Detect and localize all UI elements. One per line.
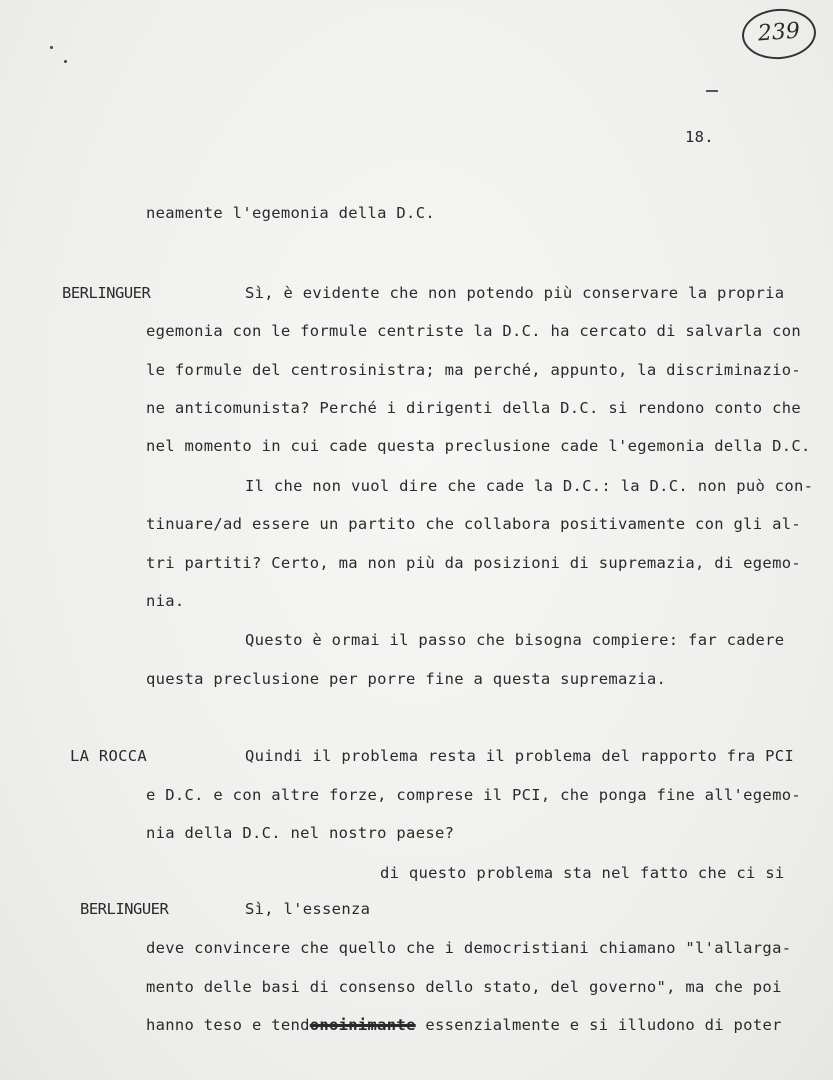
struck-out-text: onoinimante (309, 1016, 416, 1034)
ink-speck (64, 60, 67, 63)
ink-speck (50, 46, 53, 49)
page-number: 18. (685, 128, 714, 146)
text-line: mento delle basi di consenso dello stato, del governo", ma che poi (146, 978, 782, 996)
text-line: Sì, è evidente che non potendo più conservare la propria (245, 284, 785, 302)
text-line (146, 1015, 782, 1035)
text-line: nia della D.C. nel nostro paese? (146, 824, 455, 842)
ink-mark (706, 90, 718, 92)
text-line: deve convincere che quello che i democristiani chiamano "l'allarga- (146, 939, 792, 957)
text-fragment: essenzialmente e si illudono di poter (415, 1016, 782, 1034)
text-line: neamente l'egemonia della D.C. (146, 204, 435, 222)
text-line: le formule del centrosinistra; ma perché, appunto, la discriminazio- (146, 361, 801, 379)
text-line: tri partiti? Certo, ma non più da posizioni di supremazia, di egemo- (146, 554, 801, 572)
speaker-label: BERLINGUER (80, 900, 169, 918)
text-fragment: hanno teso e tend (146, 1016, 310, 1034)
text-line: nia. (146, 592, 185, 610)
text-line: egemonia con le formule centriste la D.C. ha cercato di salvarla con (146, 322, 801, 340)
speaker-label: BERLINGUER (62, 284, 151, 302)
text-line: ne anticomunista? Perché i dirigenti della D.C. si rendono conto che (146, 399, 801, 417)
text-line: di questo problema sta nel fatto che ci si (380, 864, 785, 882)
text-line: tinuare/ad essere un partito che collabora positivamente con gli al- (146, 515, 801, 533)
text-line: e D.C. e con altre forze, comprese il PCI, che ponga fine all'egemo- (146, 786, 801, 804)
text-line: Il che non vuol dire che cade la D.C.: la D.C. non può con- (245, 477, 814, 495)
text-line: Questo è ormai il passo che bisogna compiere: far cadere (245, 631, 785, 649)
text-line: Quindi il problema resta il problema del rapporto fra PCI (245, 747, 795, 765)
text-line: nel momento in cui cade questa preclusione cade l'egemonia della D.C. (146, 437, 811, 455)
text-line: Sì, l'essenza (245, 900, 371, 918)
page-stamp (740, 6, 817, 61)
stamp-number: 239 (757, 18, 801, 47)
speaker-label: LA ROCCA (70, 747, 148, 765)
text-line: questa preclusione per porre fine a questa supremazia. (146, 670, 667, 688)
